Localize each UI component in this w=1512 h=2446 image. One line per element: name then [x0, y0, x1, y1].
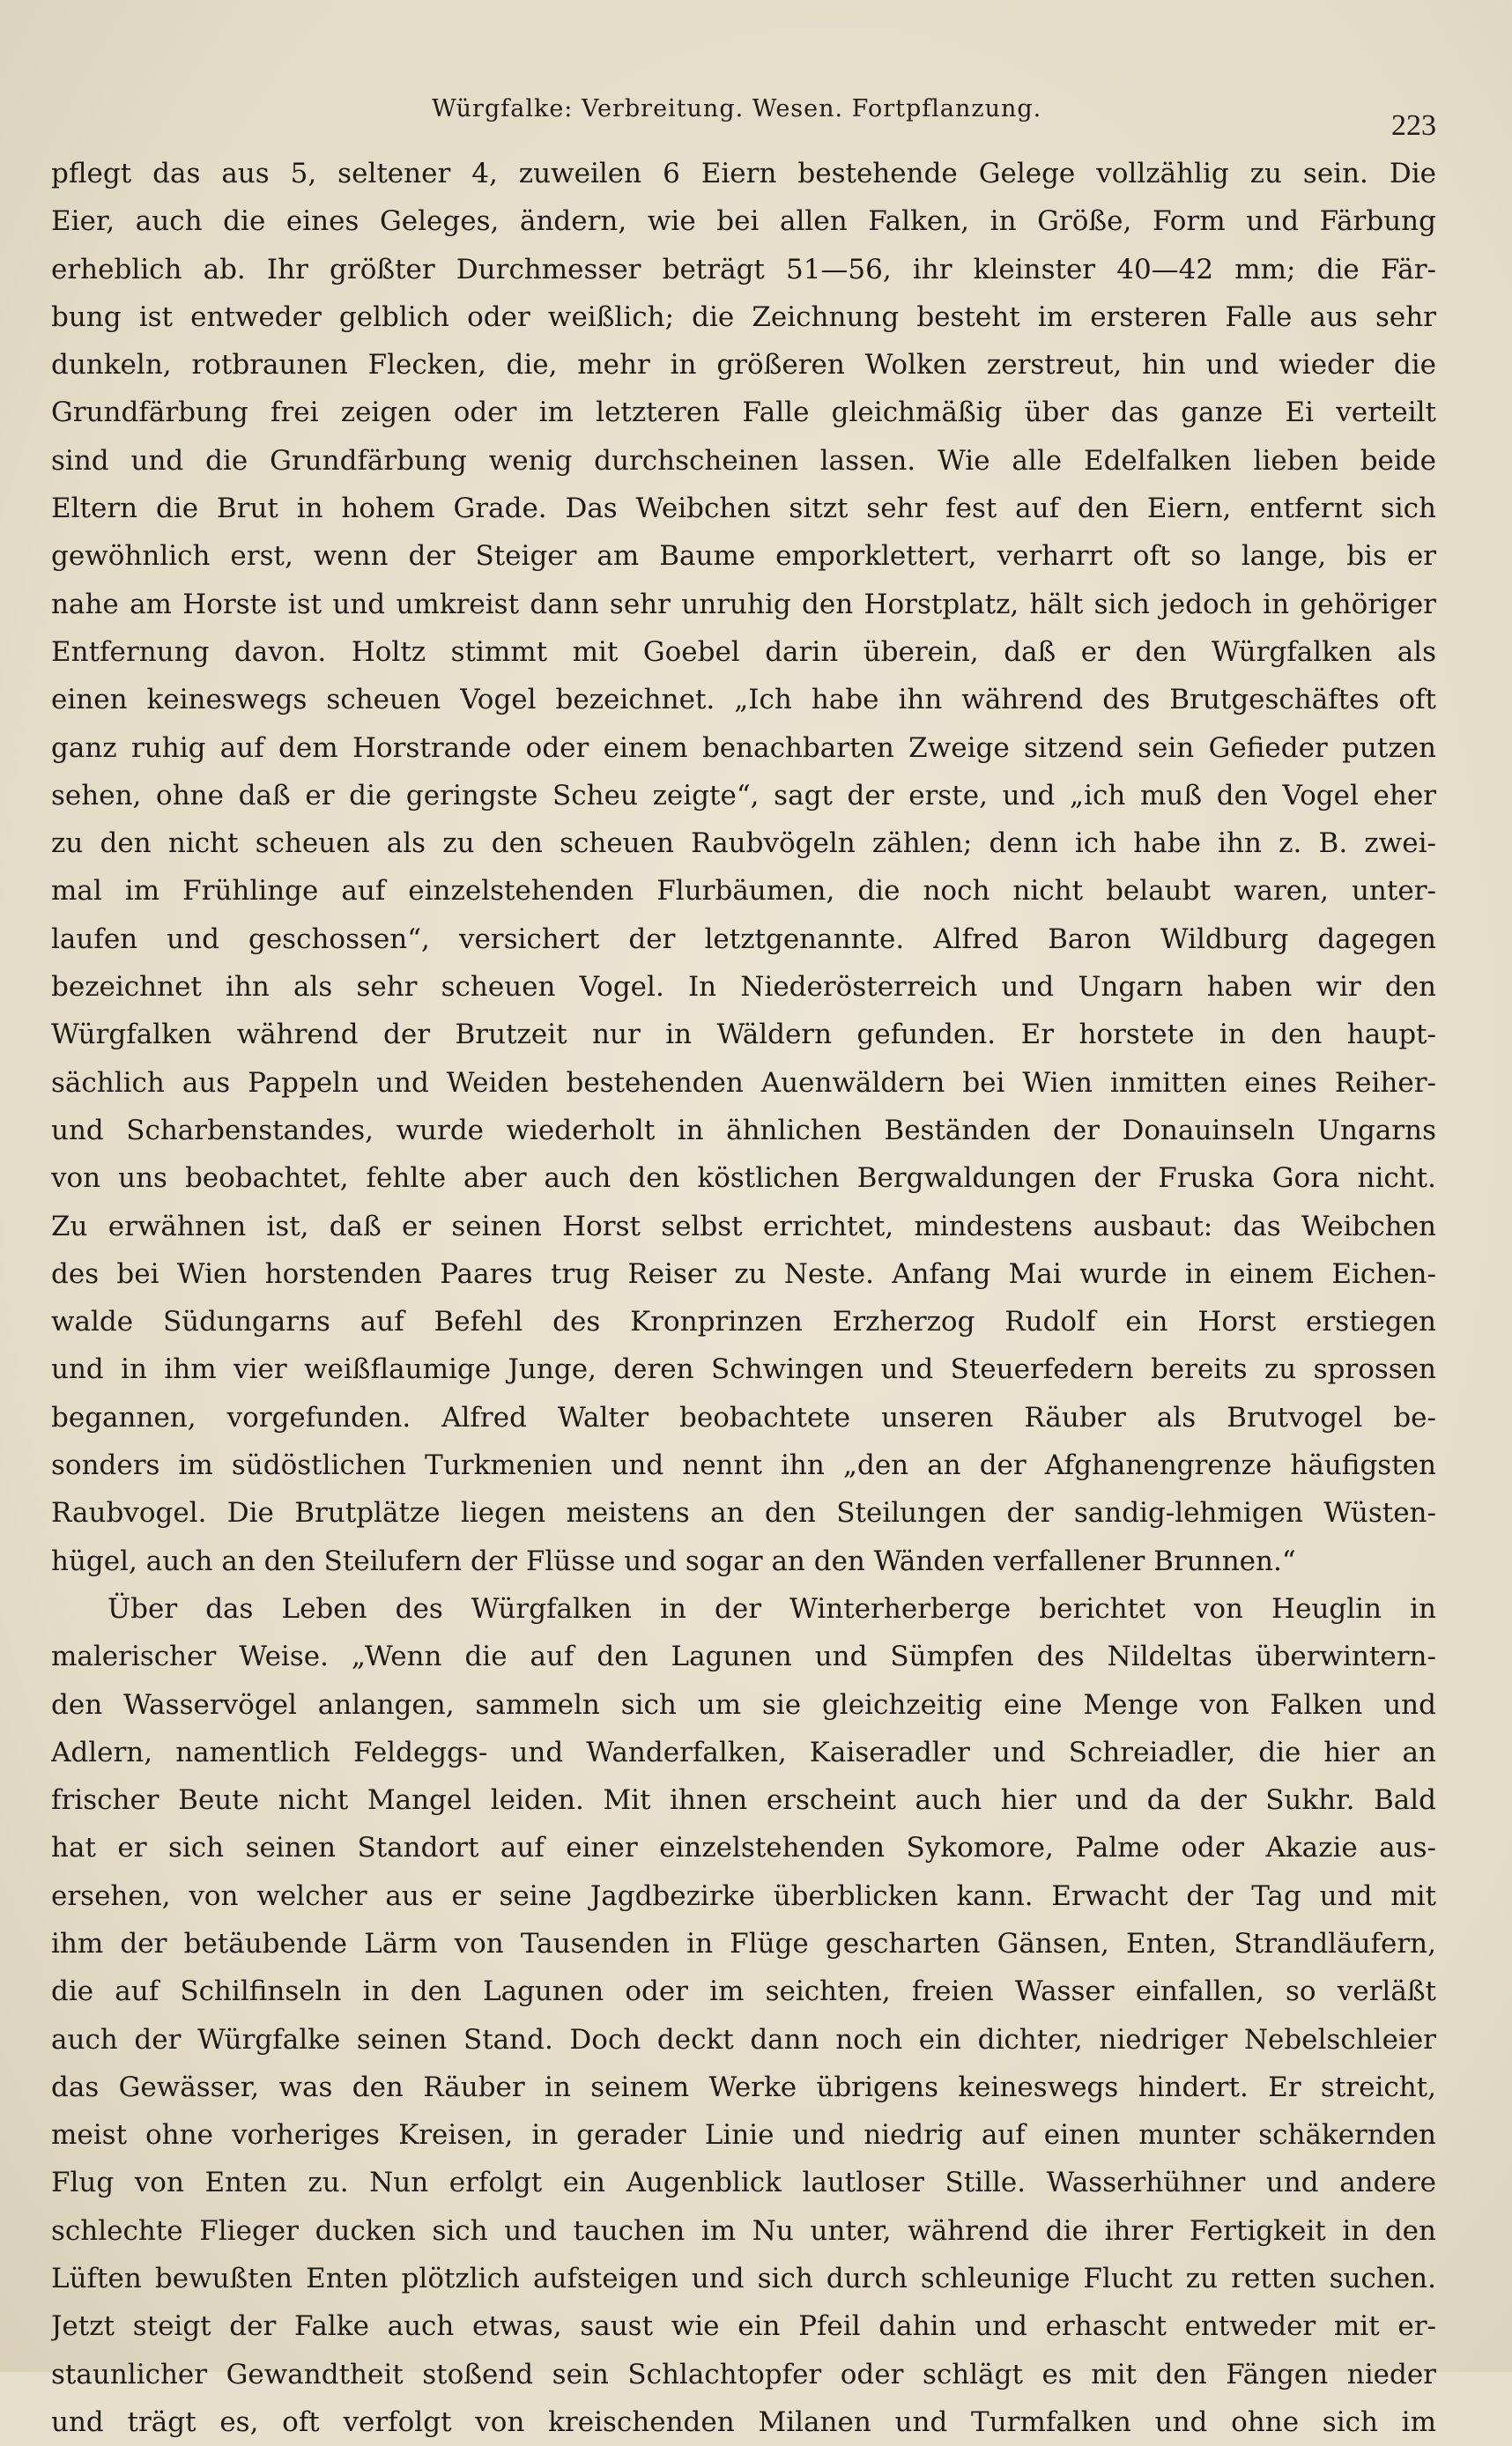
text-line: Adlern, namentlich Feldeggs- und Wanderfalken, Kaiseradler und Schreiadler, die hier an — [51, 1736, 1436, 1768]
text-line: Lüften bewußten Enten plötzlich aufsteigen und sich durch schleunige Flucht zu retten suchen. — [51, 2263, 1436, 2295]
text-line: Jetzt steigt der Falke auch etwas, saust wie ein Pfeil dahin und erhascht entweder mit er- — [51, 2310, 1436, 2343]
text-line: pflegt das aus 5, seltener 4, zuweilen 6 Eiern bestehende Gelege vollzählig zu sein. Die — [51, 158, 1436, 189]
page-number: 223 — [1391, 109, 1436, 142]
text-line: staunlicher Gewandtheit stoßend sein Schlachtopfer oder schlägt es mit den Fängen nieder — [51, 2358, 1436, 2390]
text-line: frischer Beute nicht Mangel leiden. Mit ihnen erscheint auch hier und da der Sukhr. Bald — [51, 1784, 1436, 1817]
text-line: gewöhnlich erst, wenn der Steiger am Baume emporklettert, verharrt oft so lange, bis er — [51, 540, 1436, 573]
text-line: sächlich aus Pappeln und Weiden bestehenden Auenwäldern bei Wien inmitten eines Reiher- — [51, 1066, 1436, 1099]
text-line: malerischer Weise. „Wenn die auf den Lagunen und Sümpfen des Nildeltas überwintern- — [51, 1641, 1436, 1673]
text-line: erheblich ab. Ihr größter Durchmesser beträgt 51—56, ihr kleinster 40—42 mm; die Fär- — [51, 253, 1436, 285]
text-line: des bei Wien horstenden Paares trug Reiser zu Neste. Anfang Mai wurde in einem Eichen- — [51, 1257, 1436, 1290]
text-line: Über das Leben des Würgfalken in der Winterherberge berichtet von Heuglin in — [107, 1592, 1436, 1625]
text-line: ersehen, von welcher aus er seine Jagdbezirke überblicken kann. Erwacht der Tag und mit — [51, 1879, 1436, 1912]
text-line: meist ohne vorheriges Kreisen, in gerader Linie und niedrig auf einen munter schäkernden — [51, 2119, 1436, 2152]
text-line: begannen, vorgefunden. Alfred Walter beobachtete unseren Räuber als Brutvogel be- — [51, 1401, 1436, 1434]
text-line: auch der Würgfalke seinen Stand. Doch deckt dann noch ein dichter, niedriger Nebelschleier — [51, 2023, 1436, 2056]
text-line: schlechte Flieger ducken sich und tauchen im Nu unter, während die ihrer Fertigkeit in den — [51, 2214, 1436, 2247]
running-head: Würgfalke: Verbreitung. Wesen. Fortpflanzung. — [432, 95, 1042, 122]
text-line: den Wasservögel anlangen, sammeln sich um sie gleichzeitig eine Menge von Falken und — [51, 1688, 1436, 1721]
text-line: Flug von Enten zu. Nun erfolgt ein Augenblick lautloser Stille. Wasserhühner und andere — [51, 2167, 1436, 2199]
text-line: die auf Schilfinseln in den Lagunen oder im seichten, freien Wasser einfallen, so verläßt — [51, 1975, 1436, 2008]
text-line: Würgfalken während der Brutzeit nur in Wäldern gefunden. Er horstete in den haupt- — [51, 1019, 1436, 1051]
text-line: und in ihm vier weißflaumige Junge, deren Schwingen und Steuerfedern bereits zu sprossen — [51, 1353, 1436, 1386]
text-line: Eier, auch die eines Geleges, ändern, wie bei allen Falken, in Größe, Form und Färbung — [51, 205, 1436, 238]
text-line: laufen und geschossen“, versichert der letztgenannte. Alfred Baron Wildburg dagegen — [51, 923, 1436, 955]
text-line: zu den nicht scheuen als zu den scheuen Raubvögeln zählen; denn ich habe ihn z. B. zwei- — [51, 827, 1436, 860]
text-line: walde Südungarns auf Befehl des Kronprinzen Erzherzog Rudolf ein Horst erstiegen — [51, 1306, 1436, 1338]
text-line: hügel, auch an den Steilufern der Flüsse und sogar an den Wänden verfallener Brunnen.“ — [51, 1545, 1296, 1577]
text-line: Zu erwähnen ist, daß er seinen Horst selbst errichtet, mindestens ausbaut: das Weibchen — [51, 1210, 1436, 1242]
text-line: bezeichnet ihn als sehr scheuen Vogel. In Niederösterreich und Ungarn haben wir den — [51, 971, 1436, 1004]
text-line: das Gewässer, was den Räuber in seinem Werke übrigens keineswegs hindert. Er streicht, — [51, 2071, 1436, 2103]
text-line: dunkeln, rotbraunen Flecken, die, mehr in größeren Wolken zerstreut, hin und wieder die — [51, 349, 1436, 382]
text-line: hat er sich seinen Standort auf einer einzelstehenden Sykomore, Palme oder Akazie aus- — [51, 1832, 1436, 1864]
text-line: ganz ruhig auf dem Horstrande oder einem benachbarten Zweige sitzend sein Gefieder putzen — [51, 731, 1436, 764]
text-line: Eltern die Brut in hohem Grade. Das Weibchen sitzt sehr fest auf den Eiern, entfernt sich — [51, 493, 1436, 525]
text-line: sehen, ohne daß er die geringste Scheu zeigte“, sagt der erste, und „ich muß den Vogel eher — [51, 779, 1436, 812]
text-line: sonders im südöstlichen Turkmenien und nennt ihn „den an der Afghanengrenze häufigsten — [51, 1449, 1436, 1482]
text-line: und trägt es, oft verfolgt von kreischenden Milanen und Turmfalken und ohne sich im — [51, 2405, 1436, 2438]
text-line: von uns beobachtet, fehlte aber auch den köstlichen Bergwaldungen der Fruska Gora nicht. — [51, 1162, 1436, 1195]
text-line: Grundfärbung frei zeigen oder im letzteren Falle gleichmäßig über das ganze Ei verteilt — [51, 397, 1436, 429]
text-line: ihm der betäubende Lärm von Tausenden in Flüge gescharten Gänsen, Enten, Strandläufern, — [51, 1927, 1436, 1960]
text-line: Entfernung davon. Holtz stimmt mit Goebel darin überein, daß er den Würgfalken als — [51, 635, 1436, 668]
text-line: bung ist entweder gelblich oder weißlich; die Zeichnung besteht im ersteren Falle aus sehr — [51, 300, 1436, 333]
text-line: sind und die Grundfärbung wenig durchscheinen lassen. Wie alle Edelfalken lieben beide — [51, 444, 1436, 477]
page-header — [53, 92, 1436, 145]
body-text — [51, 150, 1436, 2446]
text-line: und Scharbenstandes, wurde wiederholt in ähnlichen Beständen der Donauinseln Ungarns — [51, 1114, 1436, 1146]
text-line: einen keineswegs scheuen Vogel bezeichnet. „Ich habe ihn während des Brutgeschäftes oft — [51, 684, 1436, 716]
text-line: nahe am Horste ist und umkreist dann sehr unruhig den Horstplatz, hält sich jedoch in gehöriger — [51, 588, 1436, 620]
text-line: Raubvogel. Die Brutplätze liegen meistens an den Steilungen der sandig-lehmigen Wüsten- — [51, 1497, 1436, 1530]
text-line: mal im Frühlinge auf einzelstehenden Flurbäumen, die noch nicht belaubt waren, unter- — [51, 875, 1436, 908]
